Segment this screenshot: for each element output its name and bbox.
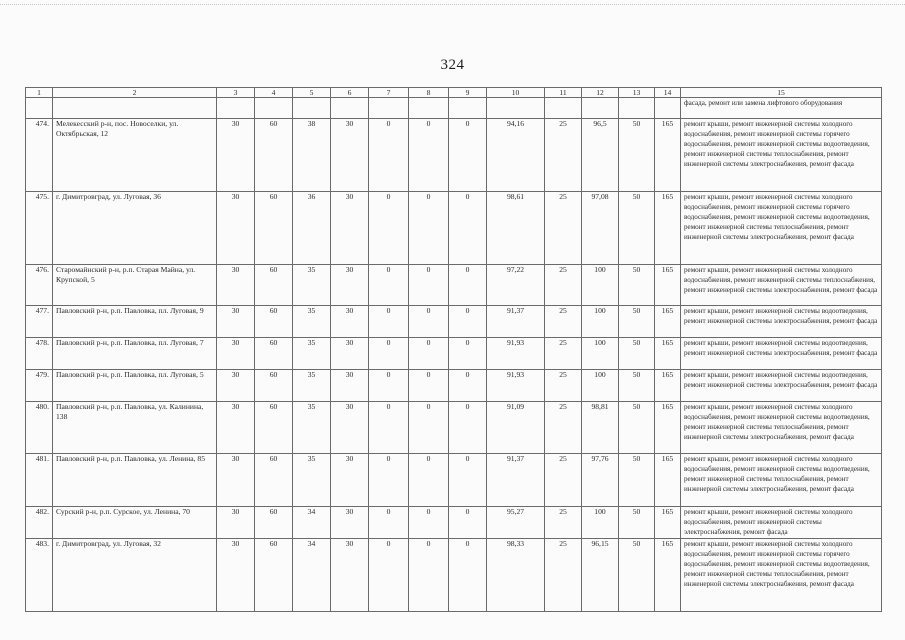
cell-col-12: 97,08	[582, 192, 619, 265]
cell-col-12: 100	[582, 338, 619, 370]
cell-col-8: 0	[409, 192, 449, 265]
cell-work-types: ремонт крыши, ремонт инженерной системы холодного водоснабжения, ремонт инженерной системы горячего водоснабжения, ремонт инженерной системы водоотведения, ремонт инженерной системы теплоснабжения, ремонт инженерной системы электроснабжения, ремонт фасада	[681, 539, 882, 612]
cell-col-6: 30	[331, 402, 369, 454]
cell-col-8: 0	[409, 454, 449, 507]
column-header: 14	[655, 88, 681, 98]
cell-col-10: 98,33	[487, 539, 545, 612]
cell-col-11: 25	[545, 370, 582, 402]
cell-col-13: 50	[619, 507, 655, 539]
cell-row-number: 483.	[26, 539, 53, 612]
cell-row-number: 476.	[26, 265, 53, 306]
continuation-row	[26, 98, 882, 119]
cell-col-9: 0	[449, 306, 487, 338]
cell-col-11: 25	[545, 539, 582, 612]
cell-col-6: 30	[331, 119, 369, 192]
cell-col-13: 50	[619, 306, 655, 338]
cell-col-10: 97,22	[487, 265, 545, 306]
cell-address: Старомайнский р-н, р.п. Старая Майна, ул. Крупской, 5	[53, 265, 217, 306]
cell-row-number: 480.	[26, 402, 53, 454]
table-row	[26, 119, 882, 192]
scan-artifact-line	[0, 4, 905, 7]
table-row	[26, 192, 882, 265]
cell-col-7: 0	[369, 454, 409, 507]
cell-col-9: 0	[449, 539, 487, 612]
cell-col-9: 0	[449, 454, 487, 507]
cell-col-6: 30	[331, 306, 369, 338]
cell-col-14: 165	[655, 119, 681, 192]
column-number-row	[26, 88, 882, 98]
column-header: 8	[409, 88, 449, 98]
cell-col-9: 0	[449, 192, 487, 265]
cell-col-6: 30	[331, 370, 369, 402]
cell-col-6: 30	[331, 539, 369, 612]
cell-col-12: 98,81	[582, 402, 619, 454]
table-row	[26, 370, 882, 402]
cell-col-7: 0	[369, 338, 409, 370]
cell-row-number: 481.	[26, 454, 53, 507]
cell-row-number: 474.	[26, 119, 53, 192]
cell-row-number: 479.	[26, 370, 53, 402]
cell-col-4: 60	[255, 119, 293, 192]
cell-col-11: 25	[545, 265, 582, 306]
cell-col-8: 0	[409, 306, 449, 338]
cell-address: Мелекесский р-н, пос. Новоселки, ул. Октябрьская, 12	[53, 119, 217, 192]
capital-repair-table	[25, 87, 882, 612]
cell-col-5: 35	[293, 338, 331, 370]
cell-col-3: 30	[217, 119, 255, 192]
cell-col-5: 34	[293, 507, 331, 539]
cell-col-6: 30	[331, 507, 369, 539]
cell-col-12: 100	[582, 306, 619, 338]
cell-col-3: 30	[217, 507, 255, 539]
cell-col-11: 25	[545, 507, 582, 539]
table-row	[26, 265, 882, 306]
cell-col-7: 0	[369, 119, 409, 192]
cell-col-5: 38	[293, 119, 331, 192]
table-row	[26, 454, 882, 507]
page-number: 324	[440, 57, 465, 73]
cell-col-11: 25	[545, 119, 582, 192]
cell-col-3: 30	[217, 306, 255, 338]
cell-col-11: 25	[545, 402, 582, 454]
cell-col-13: 50	[619, 338, 655, 370]
cell-col-3: 30	[217, 370, 255, 402]
cell-col-9: 0	[449, 265, 487, 306]
cell-col-12: 96,15	[582, 539, 619, 612]
cell-col-14: 165	[655, 370, 681, 402]
cell-col-7: 0	[369, 539, 409, 612]
cell-col-6: 30	[331, 338, 369, 370]
column-header: 15	[681, 88, 882, 98]
cell-col-5: 35	[293, 454, 331, 507]
cell-col-5: 35	[293, 402, 331, 454]
cell-col-4: 60	[255, 402, 293, 454]
cell-col-8: 0	[409, 507, 449, 539]
cell-col-10: 91,37	[487, 306, 545, 338]
cell-col-5: 35	[293, 306, 331, 338]
cell-work-types: ремонт крыши, ремонт инженерной системы холодного водоснабжения, ремонт инженерной системы электроснабжения, ремонт фасада	[681, 507, 882, 539]
cell-col-13: 50	[619, 370, 655, 402]
cell-col-14: 165	[655, 192, 681, 265]
cell-col-13: 50	[619, 119, 655, 192]
column-header: 11	[545, 88, 582, 98]
cell-address: Павловский р-н, р.п. Павловка, пл. Луговая, 7	[53, 338, 217, 370]
cell-col-10: 91,09	[487, 402, 545, 454]
cell-address: г. Димитровград, ул. Луговая, 32	[53, 539, 217, 612]
cell-col-12: 100	[582, 370, 619, 402]
column-header: 9	[449, 88, 487, 98]
cell-col-4: 60	[255, 454, 293, 507]
cell-col-4: 60	[255, 370, 293, 402]
cell-col-4: 60	[255, 192, 293, 265]
cell-col-6: 30	[331, 454, 369, 507]
cell-col-7: 0	[369, 192, 409, 265]
cell-col-9: 0	[449, 402, 487, 454]
cell-col-10: 98,61	[487, 192, 545, 265]
cell-col-8: 0	[409, 370, 449, 402]
cell-col-11: 25	[545, 454, 582, 507]
table-row	[26, 539, 882, 612]
column-header: 3	[217, 88, 255, 98]
cell-col-5: 35	[293, 370, 331, 402]
cell-col-10: 95,27	[487, 507, 545, 539]
cell-col-12: 100	[582, 507, 619, 539]
cell-col-12: 100	[582, 265, 619, 306]
column-header: 10	[487, 88, 545, 98]
cell-work-types: ремонт крыши, ремонт инженерной системы холодного водоснабжения, ремонт инженерной системы теплоснабжения, ремонт инженерной системы электроснабжения, ремонт фасада	[681, 265, 882, 306]
cell-work-types: ремонт крыши, ремонт инженерной системы холодного водоснабжения, ремонт инженерной системы горячего водоснабжения, ремонт инженерной системы водоотведения, ремонт инженерной системы теплоснабжения, ремонт инженерной системы электроснабжения, ремонт фасада	[681, 119, 882, 192]
cell-col-8: 0	[409, 119, 449, 192]
cell-col-8: 0	[409, 539, 449, 612]
cell-work-types: ремонт крыши, ремонт инженерной системы холодного водоснабжения, ремонт инженерной системы водоотведения, ремонт инженерной системы теплоснабжения, ремонт инженерной системы электроснабжения, ремонт фасада	[681, 402, 882, 454]
cell-col-4: 60	[255, 306, 293, 338]
cell-col-14: 165	[655, 507, 681, 539]
cell-col-3: 30	[217, 265, 255, 306]
column-header: 5	[293, 88, 331, 98]
table-row	[26, 402, 882, 454]
cell-col-4: 60	[255, 507, 293, 539]
cell-row-number: 482.	[26, 507, 53, 539]
cell-col-14: 165	[655, 539, 681, 612]
cell-col-9: 0	[449, 507, 487, 539]
cell-col-9: 0	[449, 370, 487, 402]
cell-col-11: 25	[545, 192, 582, 265]
cell-col-14: 165	[655, 306, 681, 338]
cell-row-number: 477.	[26, 306, 53, 338]
cell-address: Павловский р-н, р.п. Павловка, пл. Луговая, 5	[53, 370, 217, 402]
cell-address: Павловский р-н, р.п. Павловка, пл. Луговая, 9	[53, 306, 217, 338]
cell-col-3: 30	[217, 402, 255, 454]
cell-col-10: 91,37	[487, 454, 545, 507]
column-header: 12	[582, 88, 619, 98]
cell-col-13: 50	[619, 192, 655, 265]
cell-address: Павловский р-н, р.п. Павловка, ул. Ленина, 85	[53, 454, 217, 507]
cell-col-5: 36	[293, 192, 331, 265]
cell-col-13: 50	[619, 265, 655, 306]
cell-work-types: ремонт крыши, ремонт инженерной системы водоотведения, ремонт инженерной системы электроснабжения, ремонт фасада	[681, 370, 882, 402]
column-header: 4	[255, 88, 293, 98]
cell-address: Сурский р-н, р.п. Сурское, ул. Ленина, 70	[53, 507, 217, 539]
cell-col-7: 0	[369, 402, 409, 454]
column-header: 1	[26, 88, 53, 98]
cell-col-7: 0	[369, 370, 409, 402]
table-row	[26, 338, 882, 370]
cell-col-10: 91,93	[487, 370, 545, 402]
cell-col-3: 30	[217, 192, 255, 265]
cell-col-7: 0	[369, 507, 409, 539]
cell-col-11: 25	[545, 306, 582, 338]
cell-col-8: 0	[409, 402, 449, 454]
cell-row-number: 478.	[26, 338, 53, 370]
cell-col-3: 30	[217, 454, 255, 507]
cell-col-8: 0	[409, 338, 449, 370]
cell-col-3: 30	[217, 539, 255, 612]
cell-work-types: ремонт крыши, ремонт инженерной системы холодного водоснабжения, ремонт инженерной системы водоотведения, ремонт инженерной системы теплоснабжения, ремонт инженерной системы электроснабжения, ремонт фасада	[681, 454, 882, 507]
cell-col-14: 165	[655, 402, 681, 454]
cell-col-13: 50	[619, 402, 655, 454]
cell-col-13: 50	[619, 539, 655, 612]
cell-col-5: 34	[293, 539, 331, 612]
cell-address: г. Димитровград, ул. Луговая, 36	[53, 192, 217, 265]
cell-work-types: ремонт крыши, ремонт инженерной системы холодного водоснабжения, ремонт инженерной системы горячего водоснабжения, ремонт инженерной системы водоотведения, ремонт инженерной системы теплоснабжения, ремонт инженерной системы электроснабжения, ремонт фасада	[681, 192, 882, 265]
cell-col-5: 35	[293, 265, 331, 306]
cell-col-12: 97,76	[582, 454, 619, 507]
table-row	[26, 507, 882, 539]
cell-col-12: 96,5	[582, 119, 619, 192]
cell-work-types: ремонт крыши, ремонт инженерной системы водоотведения, ремонт инженерной системы электроснабжения, ремонт фасада	[681, 338, 882, 370]
cell-col-6: 30	[331, 192, 369, 265]
cell-col-10: 94,16	[487, 119, 545, 192]
cell-col-8: 0	[409, 265, 449, 306]
cell-row-number: 475.	[26, 192, 53, 265]
cell-col-4: 60	[255, 338, 293, 370]
table-row	[26, 306, 882, 338]
cell-col-14: 165	[655, 265, 681, 306]
cell-address: Павловский р-н, р.п. Павловка, ул. Калинина, 138	[53, 402, 217, 454]
cell-col-11: 25	[545, 338, 582, 370]
cell-col-3: 30	[217, 338, 255, 370]
cell-col-13: 50	[619, 454, 655, 507]
cell-col-7: 0	[369, 306, 409, 338]
cell-col-7: 0	[369, 265, 409, 306]
column-header: 6	[331, 88, 369, 98]
cell-col-14: 165	[655, 454, 681, 507]
cell-col-9: 0	[449, 338, 487, 370]
column-header: 13	[619, 88, 655, 98]
cell-col-6: 30	[331, 265, 369, 306]
cell-work-types: ремонт крыши, ремонт инженерной системы водоотведения, ремонт инженерной системы электроснабжения, ремонт фасада	[681, 306, 882, 338]
cell-col-10: 91,93	[487, 338, 545, 370]
work-types-continuation: фасада, ремонт или замена лифтового оборудования	[681, 98, 882, 119]
column-header: 2	[53, 88, 217, 98]
cell-col-9: 0	[449, 119, 487, 192]
cell-col-4: 60	[255, 539, 293, 612]
cell-col-4: 60	[255, 265, 293, 306]
column-header: 7	[369, 88, 409, 98]
cell-col-14: 165	[655, 338, 681, 370]
